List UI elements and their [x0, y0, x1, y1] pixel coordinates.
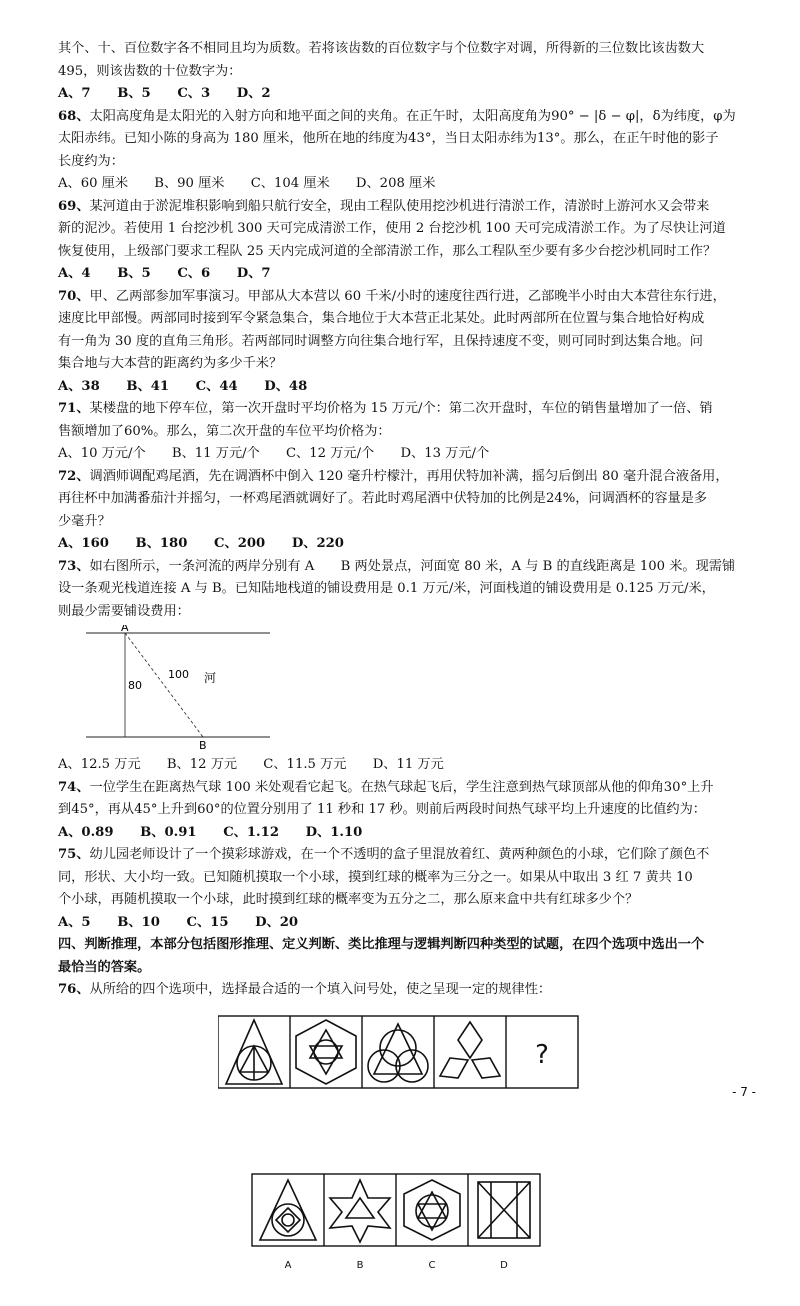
q73-line2: 设一条观光栈道连接 A 与 B。已知陆地栈道的铺设费用是 0.1 万元/米，河面栈道的铺设费用是 0.125 万元/米，	[58, 578, 758, 601]
exam-page	[58, 38, 758, 1306]
question-mark: ?	[535, 1040, 549, 1070]
q72-option-c[interactable]: C、200	[214, 533, 265, 556]
q75-option-d[interactable]: D、20	[255, 912, 298, 935]
pattern-figure-svg	[218, 1008, 590, 1298]
q71-text-c: 。那么，第二次开盘的车位平均价格为：	[153, 424, 390, 439]
q69-option-a[interactable]: A、4	[58, 263, 91, 286]
section4-heading-line2: 最恰当的答案。	[58, 957, 758, 980]
q73-text-a: 如右图所示，一条河流的两岸分别有 A B 两处景点，河面宽 80 米，A 与 B 的直线距离是 100 米。现需铺	[90, 559, 736, 574]
q67-line1: 其个、十、百位数字各不相同且均为质数。若将该齿数的百位数字与个位数字对调，所得新的三位数比该齿数大	[58, 38, 758, 61]
q74-text-e: 上升到	[158, 802, 198, 817]
q68-line1	[58, 106, 758, 129]
q75-number: 75、	[58, 847, 90, 862]
q74-angle-45a: 45°	[71, 802, 94, 817]
q72-line2	[58, 488, 758, 511]
q72-text-c: ，问调酒杯的容量是多	[575, 491, 707, 506]
q68-options	[58, 173, 758, 196]
q68-formula: 90° − |δ − φ|	[551, 109, 639, 124]
q67-option-d[interactable]: D、2	[237, 83, 271, 106]
q75-line2: 同，形状、大小均一致。已知随机摸取一个小球，摸到红球的概率为三分之一。如果从中取出 3 红 7 黄共 10	[58, 867, 758, 890]
q67-option-a[interactable]: A、7	[58, 83, 91, 106]
pattern-cell-2	[296, 1020, 356, 1084]
option-b-label: B	[357, 1260, 364, 1271]
q70-options	[58, 376, 758, 399]
q70-option-b[interactable]: B、41	[126, 376, 169, 399]
q72-line1	[58, 466, 758, 489]
q70-text-a: 甲、乙两部参加军事演习。甲部从大本营以 60 千米/小时的速度往西行进，乙部晚半小时由大本营往东行进，	[90, 289, 726, 304]
q69-line1	[58, 196, 758, 219]
q75-option-b[interactable]: B、10	[117, 912, 160, 935]
q76-number: 76、	[58, 982, 90, 997]
q68-option-d[interactable]: D、208 厘米	[356, 173, 436, 196]
q69-option-b[interactable]: B、5	[117, 263, 151, 286]
q73-option-d[interactable]: D、11 万元	[373, 754, 444, 777]
q73-option-b[interactable]: B、12 万元	[167, 754, 237, 777]
q74-line1	[58, 777, 758, 800]
q75-text-a: 幼儿园老师设计了一个摸彩球游戏，在一个不透明的盒子里混放着红、黄两种颜色的小球，它们除了颜色不	[90, 847, 710, 862]
q67-options	[58, 83, 758, 106]
q74-text-c: 到	[58, 802, 71, 817]
q72-option-d[interactable]: D、220	[292, 533, 344, 556]
q73-options	[58, 754, 758, 777]
q71-number: 71、	[58, 401, 90, 416]
pattern-cell-1	[226, 1020, 282, 1084]
pattern-option-b[interactable]	[330, 1180, 390, 1242]
question-row	[218, 1016, 578, 1088]
q68-text-b: ，δ为纬度，φ为	[639, 109, 735, 124]
q69-option-d[interactable]: D、7	[237, 263, 271, 286]
q73-line1	[58, 556, 758, 579]
q70-option-c[interactable]: C、44	[196, 376, 238, 399]
question-row-frame	[218, 1016, 578, 1088]
pattern-option-c[interactable]	[404, 1180, 460, 1240]
q75-line1	[58, 844, 758, 867]
q68-option-a[interactable]: A、60 厘米	[58, 173, 128, 196]
q74-text-f: 的位置分别用了 11 秒和 17 秒。则前后两段时间热气球平均上升速度的比值约为：	[220, 802, 706, 817]
q74-angle-30: 30°	[664, 780, 687, 795]
q74-options	[58, 822, 758, 845]
q74-option-d[interactable]: D、1.10	[306, 822, 363, 845]
q68-text-d: ，当日太阳赤纬为	[431, 131, 537, 146]
q73-option-a[interactable]: A、12.5 万元	[58, 754, 141, 777]
pattern-cell-4	[440, 1022, 500, 1078]
q72-options	[58, 533, 758, 556]
q74-line2	[58, 799, 758, 822]
q74-text-b: 上升	[687, 780, 713, 795]
q71-text-b: 售额增加了	[58, 424, 124, 439]
q73-option-c[interactable]: C、11.5 万元	[263, 754, 346, 777]
q72-percent: 24%	[546, 491, 575, 506]
q71-options	[58, 443, 758, 466]
q74-option-b[interactable]: B、0.91	[140, 822, 196, 845]
q70-option-d[interactable]: D、48	[264, 376, 307, 399]
q74-text-a: 一位学生在距离热气球 100 米处观看它起飞。在热气球起飞后，学生注意到热气球顶部从他的仰角	[90, 780, 664, 795]
pattern-option-a[interactable]	[260, 1180, 316, 1240]
pattern-option-d[interactable]	[478, 1182, 530, 1238]
q70-option-a[interactable]: A、38	[58, 376, 100, 399]
q71-percent: 60%	[124, 424, 153, 439]
q71-option-b[interactable]: B、11 万元/个	[172, 443, 260, 466]
q71-option-d[interactable]: D、13 万元/个	[400, 443, 489, 466]
q74-angle-45b: 45°	[134, 802, 157, 817]
options-row	[252, 1174, 540, 1271]
q71-option-c[interactable]: C、12 万元/个	[286, 443, 374, 466]
river-diagram	[78, 625, 278, 750]
q69-option-c[interactable]: C、6	[177, 263, 210, 286]
q68-line2	[58, 128, 758, 151]
q68-line3: 长度约为：	[58, 151, 758, 174]
q69-line3: 恢复使用，上级部门要求工程队 25 天内完成河道的全部清淤工作，那么工程队至少要有多少台挖沙机同时工作？	[58, 241, 758, 264]
q72-line3: 少毫升？	[58, 511, 758, 534]
q70-line1	[58, 286, 758, 309]
river-label: 河	[204, 671, 216, 685]
q70-line3: 有一角为 30 度的直角三角形。若两部同时调整方向往集合地行军，且保持速度不变，则可同时到达集合地。问	[58, 331, 758, 354]
q68-option-b[interactable]: B、90 厘米	[154, 173, 224, 196]
q72-text-b: 再往杯中加满番茄汁并摇匀，一杯鸡尾酒就调好了。若此时鸡尾酒中伏特加的比例是	[58, 491, 546, 506]
q70-line2: 速度比甲部慢。两部同时接到军令紧急集合，集合地位于大本营正北某处。此时两部所在位置与集合地恰好构成	[58, 308, 758, 331]
point-b-label: B	[199, 739, 207, 750]
section4-heading-line1: 四、判断推理，本部分包括图形推理、定义判断、类比推理与逻辑判断四种类型的试题，在四个选项中选出一个	[58, 934, 758, 957]
q69-options	[58, 263, 758, 286]
q71-option-a[interactable]: A、10 万元/个	[58, 443, 146, 466]
q74-option-c[interactable]: C、1.12	[223, 822, 279, 845]
q72-option-a[interactable]: A、160	[58, 533, 109, 556]
q71-line1	[58, 398, 758, 421]
option-c-label: C	[429, 1260, 436, 1271]
q75-line3: 个小球，再随机摸取一个小球，此时摸到红球的概率变为五分之二，那么原来盒中共有红球多少个？	[58, 889, 758, 912]
q74-angle-60: 60°	[197, 802, 220, 817]
pattern-figure	[218, 1008, 758, 1306]
q69-number: 69、	[58, 199, 90, 214]
q74-option-a[interactable]: A、0.89	[58, 822, 114, 845]
q75-option-c[interactable]: C、15	[186, 912, 228, 935]
q76-line1	[58, 979, 758, 1002]
q69-line2: 新的泥沙。若使用 1 台挖沙机 300 天可完成清淤工作，使用 2 台挖沙机 100 天可完成清淤工作。为了尽快让河道	[58, 218, 758, 241]
q67-option-b[interactable]: B、5	[117, 83, 151, 106]
q68-text-a: 太阳高度角是太阳光的入射方向和地平面之间的夹角。在正午时，太阳高度角为	[90, 109, 552, 124]
q75-options	[58, 912, 758, 935]
q68-number: 68、	[58, 109, 90, 124]
q72-option-b[interactable]: B、180	[136, 533, 188, 556]
q70-line4: 集合地与大本营的距离约为多少千米？	[58, 353, 758, 376]
page-number: - 7 -	[732, 1085, 756, 1099]
q68-text-c: 太阳赤纬。已知小陈的身高为 180 厘米，他所在地的纬度为	[58, 131, 408, 146]
q70-number: 70、	[58, 289, 90, 304]
q73-line3: 则最少需要铺设费用：	[58, 601, 758, 624]
option-a-label: A	[285, 1260, 292, 1271]
q74-number: 74、	[58, 780, 90, 795]
river-diagram-svg	[78, 625, 278, 750]
q72-text-a: 调酒师调配鸡尾酒，先在调酒杯中倒入 120 毫升柠檬汁，再用伏特加补满，摇匀后倒出 80 毫升混合液备用，	[90, 469, 729, 484]
q68-latitude: 43°	[408, 131, 431, 146]
q67-line2: 495，则该齿数的十位数字为：	[58, 61, 758, 84]
distance-100-label: 100	[168, 668, 189, 681]
q71-line2	[58, 421, 758, 444]
q76-text: 从所给的四个选项中，选择最合适的一个填入问号处，使之呈现一定的规律性：	[90, 982, 552, 997]
q74-text-d: ，再从	[95, 802, 135, 817]
q68-text-e: 。那么，在正午时他的影子	[560, 131, 718, 146]
q73-number: 73、	[58, 559, 90, 574]
q75-option-a[interactable]: A、5	[58, 912, 91, 935]
q71-text-a: 某楼盘的地下停车位，第一次开盘时平均价格为 15 万元/个：第二次开盘时，车位的销售量增加了一倍、销	[90, 401, 713, 416]
q72-number: 72、	[58, 469, 90, 484]
q69-text-a: 某河道由于淤泥堆积影响到船只航行安全，现由工程队使用挖沙机进行清淤工作，清淤时上游河水又会带来	[90, 199, 710, 214]
q68-option-c[interactable]: C、104 厘米	[251, 173, 330, 196]
pattern-cell-3	[368, 1024, 428, 1082]
q67-option-c[interactable]: C、3	[177, 83, 210, 106]
option-d-label: D	[500, 1260, 508, 1271]
q68-declination: 13°	[537, 131, 560, 146]
width-80-label: 80	[128, 679, 142, 692]
point-a-label: A	[121, 625, 129, 634]
